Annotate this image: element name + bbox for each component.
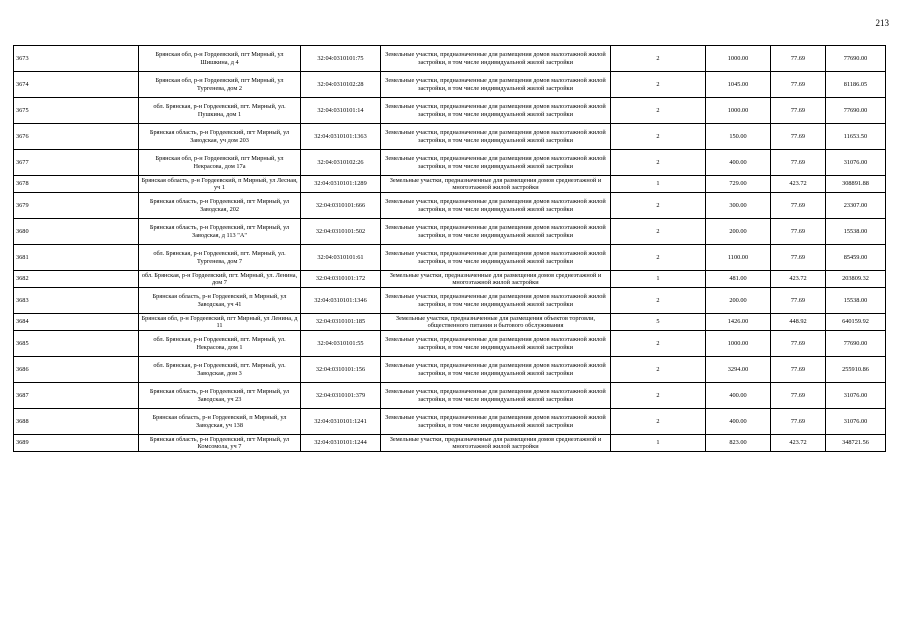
row-address: обл. Брянская, р-н Гордеевский, пгт. Мирный, ул. Некрасова, дом 1 [139,331,301,357]
row-land-purpose: Земельные участки, предназначенные для размещения домов малоэтажной жилой застройки, в том числе индивидуальной жилой застройки [381,219,611,245]
row-number: 3688 [14,409,139,435]
row-group: 2 [611,245,706,271]
row-number: 3679 [14,193,139,219]
row-group: 1 [611,271,706,288]
row-area: 1000.00 [706,331,771,357]
table-row [14,435,886,452]
row-group: 2 [611,46,706,72]
row-area: 400.00 [706,409,771,435]
row-rate: 77.69 [771,245,826,271]
table-row [14,219,886,245]
row-rate: 77.69 [771,288,826,314]
row-area: 200.00 [706,219,771,245]
row-cadastral-value: 31076.00 [826,150,886,176]
row-land-purpose: Земельные участки, предназначенные для размещения домов малоэтажной жилой застройки, в том числе индивидуальной жилой застройки [381,150,611,176]
row-cadastral-number: 32:04:0310101:502 [301,219,381,245]
row-land-purpose: Земельные участки, предназначенные для размещения домов малоэтажной жилой застройки, в том числе индивидуальной жилой застройки [381,46,611,72]
row-group: 1 [611,176,706,193]
row-cadastral-value: 31076.00 [826,409,886,435]
row-number: 3674 [14,72,139,98]
row-rate: 77.69 [771,46,826,72]
row-address: Брянская обл, р-н Гордеевский, пгт Мирный, ул Ленина, д 11 [139,314,301,331]
row-rate: 77.69 [771,150,826,176]
row-land-purpose: Земельные участки, предназначенные для размещения домов среднеэтажной и многоэтажной жилой застройки [381,176,611,193]
row-number: 3683 [14,288,139,314]
row-cadastral-value: 85459.00 [826,245,886,271]
row-address: Брянская область, р-н Гордеевский, пгт Мирный, ул Заводская, уч дом 203 [139,124,301,150]
row-cadastral-number: 32:04:0310101:61 [301,245,381,271]
table-row [14,314,886,331]
row-area: 823.00 [706,435,771,452]
row-number: 3678 [14,176,139,193]
row-rate: 77.69 [771,124,826,150]
row-address: Брянская область, р-н Гордеевский, пгт Мирный, ул Заводская, уч 23 [139,383,301,409]
table-row [14,98,886,124]
row-number: 3682 [14,271,139,288]
row-address: Брянская обл, р-н Гордеевский, пгт Мирный, ул Шишкина, д 4 [139,46,301,72]
row-number: 3689 [14,435,139,452]
row-group: 2 [611,331,706,357]
row-area: 400.00 [706,150,771,176]
row-area: 400.00 [706,383,771,409]
row-number: 3685 [14,331,139,357]
row-cadastral-number: 32:04:0310101:379 [301,383,381,409]
row-address: Брянская область, р-н Гордеевский, п Мирный, ул Заводская, уч 41 [139,288,301,314]
row-address: Брянская обл, р-н Гордеевский, пгт Мирный, ул Некрасова, дом 17а [139,150,301,176]
row-cadastral-value: 11653.50 [826,124,886,150]
row-area: 300.00 [706,193,771,219]
row-land-purpose: Земельные участки, предназначенные для размещения домов среднеэтажной и многоэтажной жилой застройки [381,435,611,452]
table-body [14,46,886,452]
row-cadastral-value: 77690.00 [826,98,886,124]
row-group: 2 [611,409,706,435]
table-row [14,124,886,150]
row-number: 3680 [14,219,139,245]
cadastral-value-table [13,45,886,452]
row-land-purpose: Земельные участки, предназначенные для размещения домов малоэтажной жилой застройки, в том числе индивидуальной жилой застройки [381,331,611,357]
row-cadastral-value: 15538.00 [826,219,886,245]
row-land-purpose: Земельные участки, предназначенные для размещения домов малоэтажной жилой застройки, в том числе индивидуальной жилой застройки [381,245,611,271]
table-row [14,150,886,176]
row-area: 1000.00 [706,98,771,124]
row-land-purpose: Земельные участки, предназначенные для размещения домов малоэтажной жилой застройки, в том числе индивидуальной жилой застройки [381,124,611,150]
row-number: 3673 [14,46,139,72]
row-address: обл. Брянская, р-н Гордеевский, пгт. Мирный, ул. Ленина, дом 7 [139,271,301,288]
table-row [14,176,886,193]
row-rate: 448.92 [771,314,826,331]
page-number: 213 [875,18,889,28]
row-group: 1 [611,435,706,452]
row-address: Брянская область, р-н Гордеевский, п Мирный, ул Лесная, уч 1 [139,176,301,193]
row-cadastral-number: 32:04:0310101:156 [301,357,381,383]
row-land-purpose: Земельные участки, предназначенные для размещения домов среднеэтажной и многоэтажной жилой застройки [381,271,611,288]
table-row [14,409,886,435]
table-row [14,46,886,72]
row-land-purpose: Земельные участки, предназначенные для размещения домов малоэтажной жилой застройки, в том числе индивидуальной жилой застройки [381,357,611,383]
row-number: 3675 [14,98,139,124]
row-cadastral-value: 23307.00 [826,193,886,219]
row-address: Брянская область, р-н Гордеевский, пгт Мирный, ул Комсомола, уч 7 [139,435,301,452]
row-cadastral-value: 308891.88 [826,176,886,193]
row-group: 2 [611,357,706,383]
row-cadastral-value: 640159.92 [826,314,886,331]
row-rate: 423.72 [771,176,826,193]
row-number: 3677 [14,150,139,176]
row-cadastral-number: 32:04:0310101:172 [301,271,381,288]
table-row [14,72,886,98]
row-land-purpose: Земельные участки, предназначенные для размещения домов малоэтажной жилой застройки, в том числе индивидуальной жилой застройки [381,409,611,435]
row-rate: 77.69 [771,72,826,98]
row-cadastral-value: 15538.00 [826,288,886,314]
row-cadastral-number: 32:04:0310101:14 [301,98,381,124]
row-area: 1000.00 [706,46,771,72]
row-group: 2 [611,383,706,409]
row-address: Брянская область, р-н Гордеевский, пгт Мирный, ул Заводская, д 113 "А" [139,219,301,245]
row-cadastral-number: 32:04:0310102:26 [301,150,381,176]
row-area: 1045.00 [706,72,771,98]
row-group: 2 [611,98,706,124]
row-land-purpose: Земельные участки, предназначенные для размещения домов малоэтажной жилой застройки, в том числе индивидуальной жилой застройки [381,98,611,124]
row-cadastral-number: 32:04:0310101:1346 [301,288,381,314]
row-cadastral-value: 348721.56 [826,435,886,452]
table-row [14,331,886,357]
row-area: 481.00 [706,271,771,288]
row-cadastral-number: 32:04:0310101:666 [301,193,381,219]
row-rate: 77.69 [771,409,826,435]
row-group: 2 [611,72,706,98]
row-cadastral-number: 32:04:0310101:1241 [301,409,381,435]
row-area: 1100.00 [706,245,771,271]
row-rate: 77.69 [771,383,826,409]
row-cadastral-number: 32:04:0310101:185 [301,314,381,331]
row-rate: 423.72 [771,271,826,288]
row-area: 3294.00 [706,357,771,383]
row-area: 150.00 [706,124,771,150]
row-group: 2 [611,124,706,150]
row-address: Брянская область, р-н Гордеевский, п Мирный, ул Заводская, уч 138 [139,409,301,435]
row-group: 2 [611,193,706,219]
row-rate: 77.69 [771,219,826,245]
row-number: 3686 [14,357,139,383]
row-address: обл. Брянская, р-н Гордеевский, пгт. Мирный, ул. Пушкина, дом 1 [139,98,301,124]
row-land-purpose: Земельные участки, предназначенные для размещения объектов торговли, общественного питания и бытового обслуживания [381,314,611,331]
row-area: 200.00 [706,288,771,314]
table-row [14,193,886,219]
row-cadastral-number: 32:04:0310101:75 [301,46,381,72]
row-cadastral-value: 77690.00 [826,46,886,72]
row-land-purpose: Земельные участки, предназначенные для размещения домов малоэтажной жилой застройки, в том числе индивидуальной жилой застройки [381,383,611,409]
row-land-purpose: Земельные участки, предназначенные для размещения домов малоэтажной жилой застройки, в том числе индивидуальной жилой застройки [381,288,611,314]
table-row [14,271,886,288]
row-cadastral-number: 32:04:0310101:1363 [301,124,381,150]
row-address: Брянская обл, р-н Гордеевский, пгт Мирный, ул Тургенева, дом 2 [139,72,301,98]
row-group: 2 [611,150,706,176]
row-land-purpose: Земельные участки, предназначенные для размещения домов малоэтажной жилой застройки, в том числе индивидуальной жилой застройки [381,193,611,219]
row-rate: 77.69 [771,193,826,219]
row-cadastral-number: 32:04:0310102:28 [301,72,381,98]
row-area: 729.00 [706,176,771,193]
row-cadastral-value: 255910.86 [826,357,886,383]
row-cadastral-number: 32:04:0310101:1289 [301,176,381,193]
row-group: 2 [611,288,706,314]
row-rate: 423.72 [771,435,826,452]
row-address: обл. Брянская, р-н Гордеевский, пгт. Мирный, ул. Тургенева, дом 7 [139,245,301,271]
row-number: 3684 [14,314,139,331]
table-row [14,357,886,383]
row-group: 2 [611,219,706,245]
row-land-purpose: Земельные участки, предназначенные для размещения домов малоэтажной жилой застройки, в том числе индивидуальной жилой застройки [381,72,611,98]
table-row [14,288,886,314]
row-number: 3676 [14,124,139,150]
row-cadastral-number: 32:04:0310101:1244 [301,435,381,452]
row-address: Брянская область, р-н Гордеевский, пгт Мирный, ул Заводская, 202 [139,193,301,219]
row-rate: 77.69 [771,98,826,124]
row-area: 1426.00 [706,314,771,331]
table-row [14,245,886,271]
row-number: 3687 [14,383,139,409]
table-row [14,383,886,409]
row-group: 5 [611,314,706,331]
row-cadastral-value: 31076.00 [826,383,886,409]
row-rate: 77.69 [771,331,826,357]
row-cadastral-value: 81186.05 [826,72,886,98]
row-cadastral-value: 203809.32 [826,271,886,288]
row-address: обл. Брянская, р-н Гордеевский, пгт. Мирный, ул. Заводская, дом 3 [139,357,301,383]
row-cadastral-number: 32:04:0310101:55 [301,331,381,357]
row-rate: 77.69 [771,357,826,383]
row-cadastral-value: 77690.00 [826,331,886,357]
row-number: 3681 [14,245,139,271]
